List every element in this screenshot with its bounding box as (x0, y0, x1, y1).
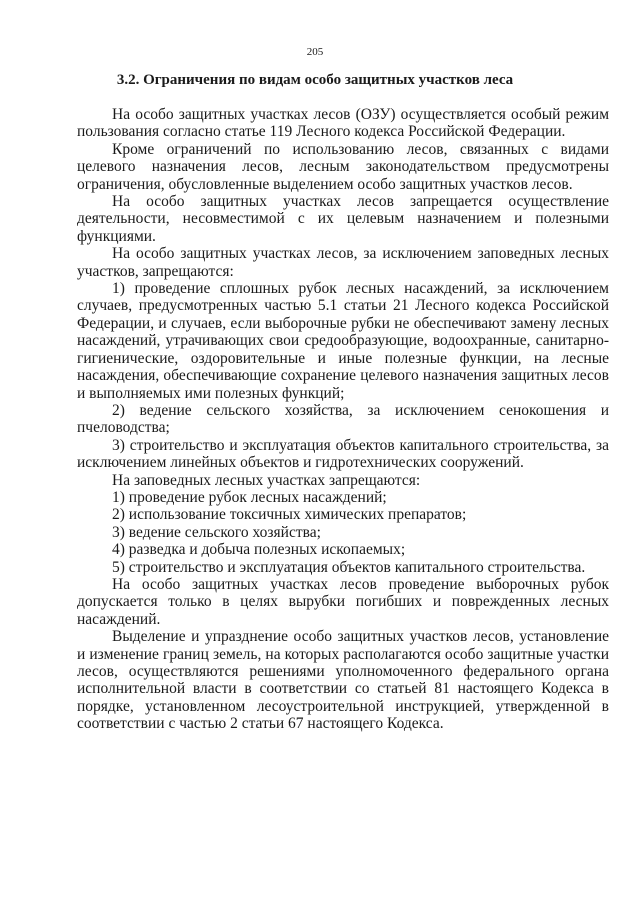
list-item: 2) ведение сельского хозяйства, за исключением сенокошения и пчеловодства; (77, 401, 609, 437)
list-item: 4) разведка и добыча полезных ископаемых; (112, 541, 406, 559)
list-item: 3) строительство и эксплуатация объектов капитального строительства, за исключением линейных объектов и гидротехнических сооружений. (77, 436, 609, 472)
paragraph-prohibited-activity: На особо защитных участках лесов запрещается осуществление деятельности, несовместимой с их целевым назначением и полезными функциями. (77, 193, 609, 245)
paragraph-selective-felling: На особо защитных участках лесов проведение выборочных рубок допускается только в целях вырубки погибших и поврежденных лесных насаждений. (77, 575, 609, 628)
paragraph-ozu-regime: На особо защитных участках лесов (ОЗУ) осуществляется особый режим пользования согласно статье 119 Лесного кодекса Российской Федерации. (77, 106, 609, 141)
document-body (77, 106, 609, 733)
list-item: 1) проведение сплошных рубок лесных насаждений, за исключением случаев, предусмотренных частью 5.1 статьи 21 Лесного кодекса Российской Федерации, и случаев, если выборочные рубки не обеспечивают замену лесных насаждений, утрачивающих свои средообразующие, водоохранные, санитарно-гигиенические, оздоровительные и иные полезные функции, на лесные насаждения, обеспечивающие сохранение целевого назначения защитных лесов и выполняемых ими полезных функций; (77, 280, 609, 402)
list-item: 5) строительство и эксплуатация объектов капитального строительства. (112, 558, 586, 576)
list-item: 1) проведение рубок лесных насаждений; (112, 488, 387, 506)
page-number: 205 (306, 46, 324, 58)
list-item: 3) ведение сельского хозяйства; (112, 523, 321, 541)
section-heading: 3.2. Ограничения по видам особо защитных участков леса (116, 72, 514, 88)
paragraph-ozu-prohibitions-intro: На особо защитных участках лесов, за исключением заповедных лесных участков, запрещаются: (77, 245, 609, 280)
paragraph-allocation-procedure: Выделение и упразднение особо защитных участков лесов, установление и изменение границ земель, на которых располагаются особо защитные участки лесов, осуществляются решениями уполномоченного федерального органа исполнительной власти в соответствии со статьей 81 настоящего Кодекса в порядке, установленном лесоустроительной инструкцией, утвержденной в соответствии с частью 2 статьи 67 настоящего Кодекса. (77, 628, 609, 733)
paragraph-additional-restrictions: Кроме ограничений по использованию лесов, связанных с видами целевого назначения лесов, лесным законодательством предусмотрены ограничения, обусловленные выделением особо защитных участков лесов. (77, 140, 609, 193)
paragraph-reserve-prohibitions-intro: На заповедных лесных участках запрещаются: (112, 471, 421, 489)
list-item: 2) использование токсичных химических препаратов; (112, 506, 467, 524)
